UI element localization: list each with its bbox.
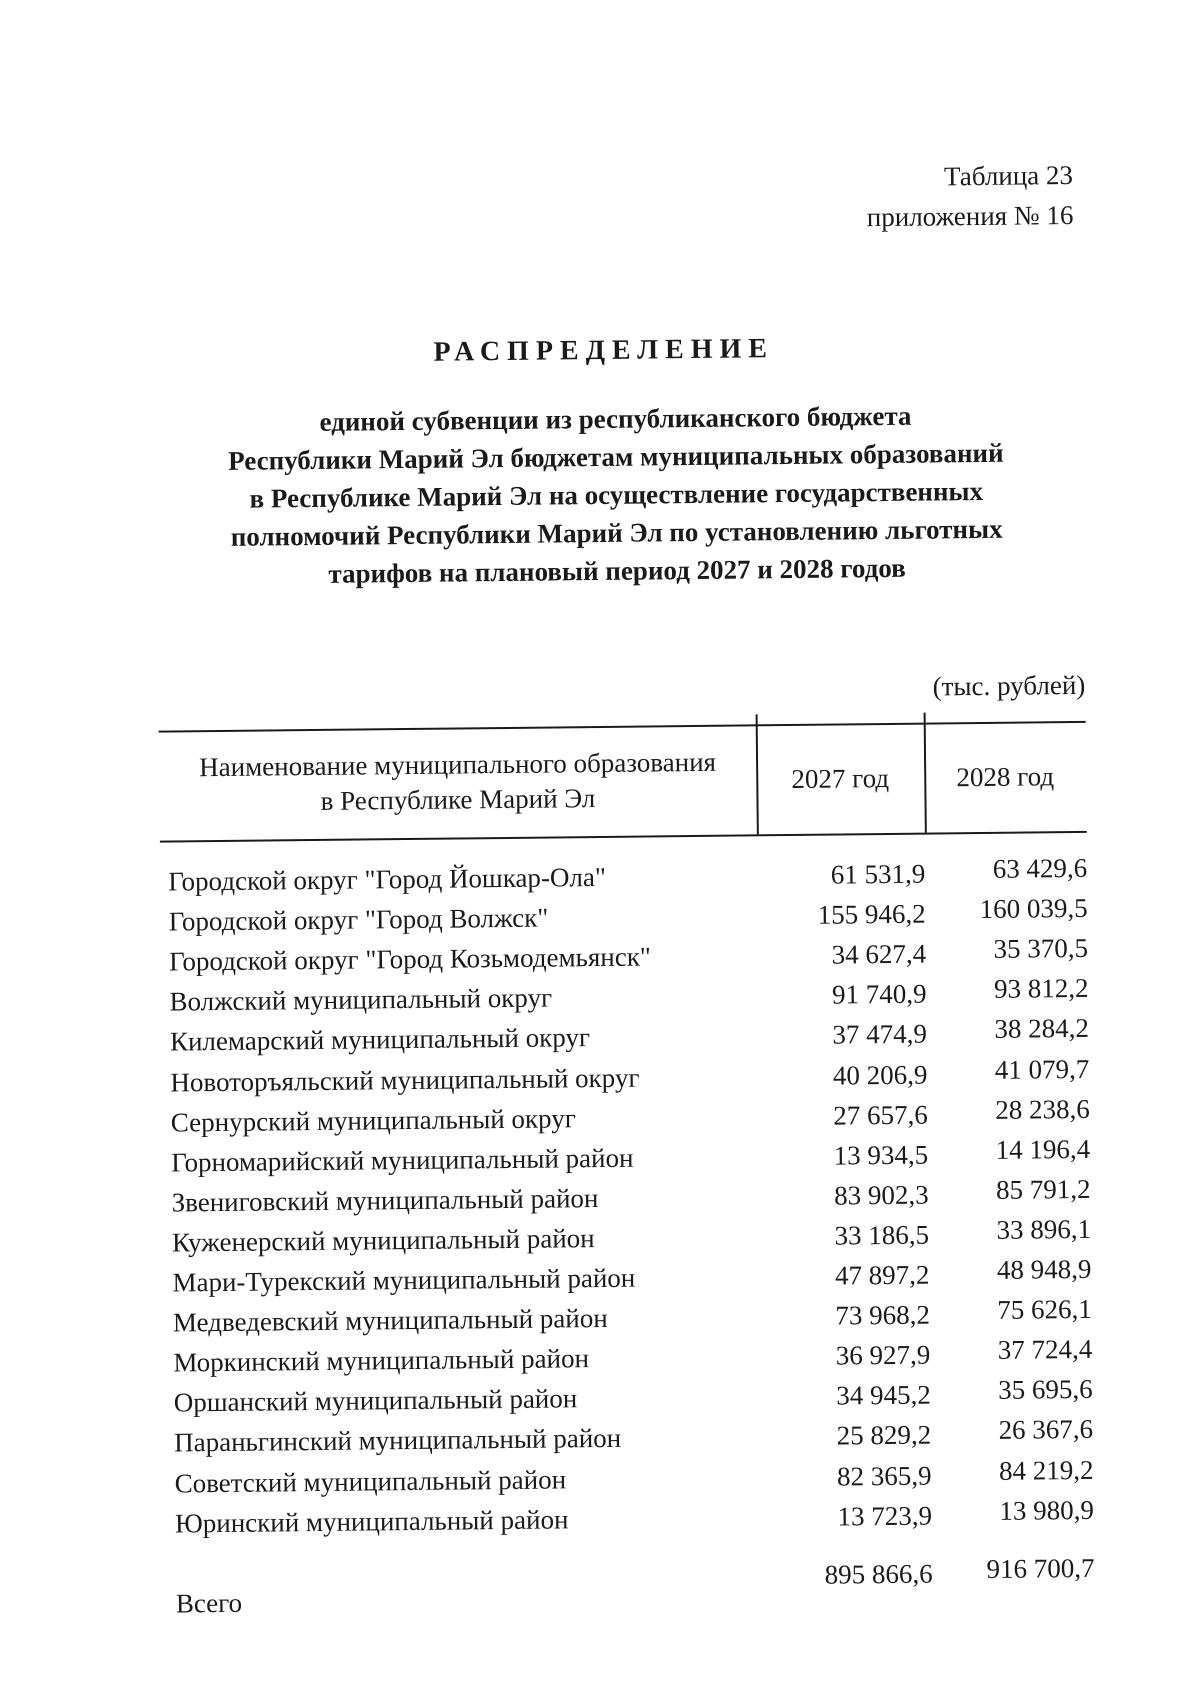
value-2028: 63 429,6 xyxy=(992,852,1088,884)
value-2028: 35 695,6 xyxy=(998,1374,1093,1406)
subtitle-line: тарифов на плановый период 2027 и 2028 годов xyxy=(328,552,906,589)
column-header-name-line: в Республике Марий Эл xyxy=(320,783,596,816)
total-label: Всего xyxy=(175,1587,243,1619)
value-2028: 93 812,2 xyxy=(993,973,1089,1005)
value-2027: 36 927,9 xyxy=(835,1339,931,1371)
value-2027: 33 186,5 xyxy=(834,1219,930,1251)
municipality-name: Городской округ "Город Йошкар-Ола" xyxy=(168,861,607,897)
value-2028: 28 238,6 xyxy=(995,1093,1090,1125)
value-2028: 26 367,6 xyxy=(998,1414,1094,1446)
value-2027: 13 723,9 xyxy=(837,1500,933,1532)
value-2027: 25 829,2 xyxy=(836,1419,932,1451)
municipality-name: Параньгинский муниципальный район xyxy=(174,1423,622,1458)
municipality-name: Звениговский муниципальный район xyxy=(171,1182,599,1218)
document-title: РАСПРЕДЕЛЕНИЕ xyxy=(433,333,775,368)
municipality-name: Сернурский муниципальный округ xyxy=(170,1102,576,1138)
total-2027: 895 866,6 xyxy=(824,1558,933,1590)
subtitle-line: единой субвенции из республиканского бюджета xyxy=(319,400,912,437)
column-header-2027: 2027 год xyxy=(791,762,890,794)
value-2028: 33 896,1 xyxy=(996,1213,1092,1245)
value-2027: 40 206,9 xyxy=(832,1059,928,1091)
value-2027: 91 740,9 xyxy=(831,978,927,1010)
municipality-name: Медведевский муниципальный район xyxy=(172,1303,608,1338)
subtitle-line: в Республике Марий Эл на осуществление государственных xyxy=(249,475,984,514)
municipality-name: Килемарский муниципальный округ xyxy=(169,1022,591,1057)
value-2028: 14 196,4 xyxy=(995,1133,1091,1165)
municipality-name: Городской округ "Город Козьмодемьянск" xyxy=(168,941,652,977)
value-2027: 73 968,2 xyxy=(835,1299,931,1331)
value-2028: 85 791,2 xyxy=(995,1173,1091,1205)
value-2028: 37 724,4 xyxy=(997,1334,1093,1366)
value-2028: 84 219,2 xyxy=(998,1454,1094,1486)
table-number: Таблица 23 xyxy=(943,160,1074,192)
value-2027: 27 657,6 xyxy=(833,1099,928,1131)
column-header-name-line: Наименование муниципального образования xyxy=(199,746,717,783)
municipality-name: Городской округ "Город Волжск" xyxy=(168,902,549,937)
value-2027: 61 531,9 xyxy=(830,858,926,890)
municipality-name: Моркинский муниципальный район xyxy=(173,1343,590,1378)
municipality-name: Куженерский муниципальный район xyxy=(171,1222,595,1258)
value-2028: 75 626,1 xyxy=(997,1293,1092,1325)
value-2027: 34 627,4 xyxy=(831,938,927,970)
municipality-name: Волжский муниципальный округ xyxy=(169,982,553,1017)
subtitle-line: Республики Марий Эл бюджетам муниципальных образований xyxy=(228,437,1004,476)
value-2028: 38 284,2 xyxy=(994,1013,1090,1045)
table-reference xyxy=(866,155,1073,237)
value-2027: 83 902,3 xyxy=(833,1179,929,1211)
total-2028: 916 700,7 xyxy=(986,1552,1095,1584)
value-2028: 35 370,5 xyxy=(993,933,1089,965)
municipality-name: Советский муниципальный район xyxy=(174,1463,567,1498)
municipality-name: Юринский муниципальный район xyxy=(174,1503,569,1539)
column-header-2028: 2028 год xyxy=(956,760,1055,792)
value-2028: 13 980,9 xyxy=(999,1494,1095,1526)
value-2028: 41 079,7 xyxy=(994,1053,1090,1085)
value-2027: 13 934,5 xyxy=(833,1139,929,1171)
column-header-name xyxy=(159,724,757,840)
municipality-name: Новоторъяльский муниципальный округ xyxy=(170,1062,640,1098)
municipality-name: Мари-Турекский муниципальный район xyxy=(172,1262,636,1298)
document-subtitle xyxy=(155,395,1077,595)
municipality-name: Горномарийский муниципальный район xyxy=(171,1142,634,1178)
value-2027: 155 946,2 xyxy=(817,898,926,930)
value-2027: 82 365,9 xyxy=(836,1460,932,1492)
value-2027: 34 945,2 xyxy=(836,1379,931,1411)
units-label: (тыс. рублей) xyxy=(932,669,1086,702)
subtitle-line: полномочий Республики Марий Эл по установлению льготных xyxy=(230,513,1003,552)
value-2028: 48 948,9 xyxy=(996,1253,1092,1285)
total-row xyxy=(7,1552,1200,1619)
municipality-name: Оршанский муниципальный район xyxy=(173,1383,578,1418)
value-2027: 47 897,2 xyxy=(834,1259,930,1291)
value-2028: 160 039,5 xyxy=(979,892,1088,925)
value-2027: 37 474,9 xyxy=(832,1018,928,1050)
appendix-number: приложения № 16 xyxy=(866,200,1074,233)
